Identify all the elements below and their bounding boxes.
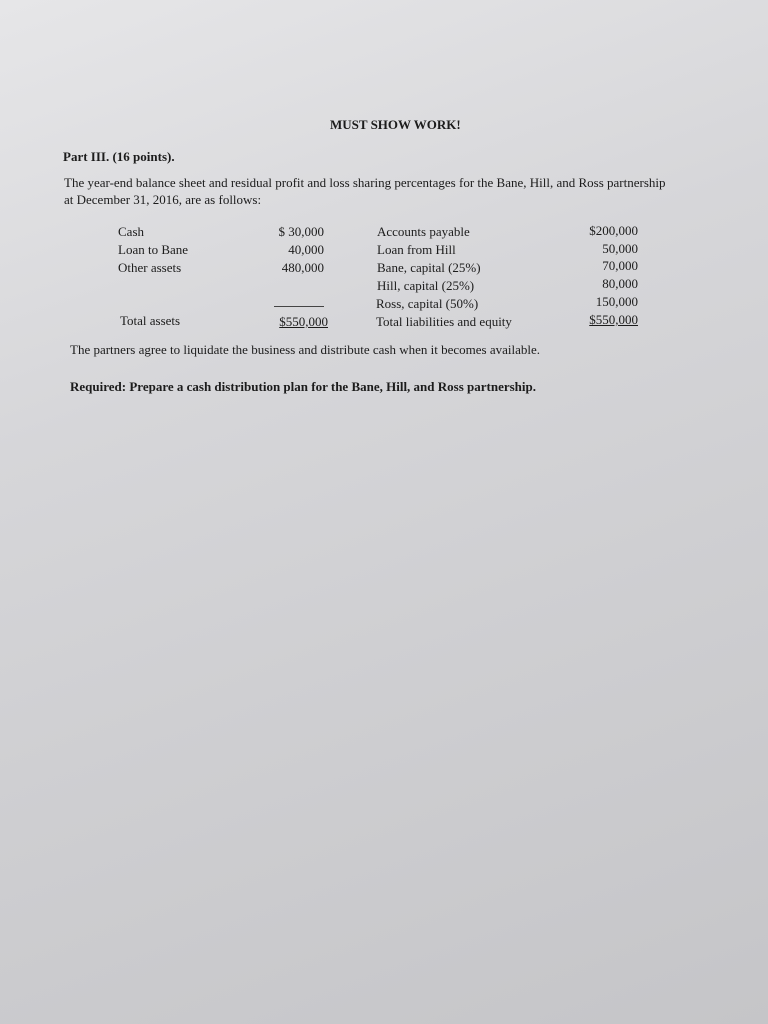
subtotal-rule: [274, 306, 324, 307]
heading: MUST SHOW WORK!: [330, 117, 461, 132]
liability-label: Accounts payable: [377, 224, 470, 239]
liability-amount: $200,000: [589, 223, 638, 238]
asset-amount: 40,000: [288, 242, 324, 257]
intro-line-1: The year-end balance sheet and residual profit and loss sharing percentages for the Bane, Hill, and Ross partnership: [64, 175, 666, 190]
liability-label: Bane, capital (25%): [377, 260, 481, 275]
liability-label: Hill, capital (25%): [377, 278, 475, 293]
liability-amount: 50,000: [602, 241, 638, 256]
required-text: Required: Prepare a cash distribution plan for the Bane, Hill, and Ross partnership.: [70, 379, 537, 394]
liability-amount: 150,000: [595, 294, 638, 309]
liability-amount: 70,000: [602, 258, 638, 273]
intro-line-2: at December 31, 2016, are as follows:: [64, 192, 262, 207]
total-assets-amount: $550,000: [279, 314, 328, 329]
part-title: Part III. (16 points).: [63, 149, 175, 164]
asset-label: Loan to Bane: [118, 242, 189, 257]
asset-amount: $ 30,000: [278, 224, 324, 239]
liability-label: Loan from Hill: [377, 242, 456, 257]
liability-label: Ross, capital (50%): [376, 296, 479, 311]
asset-label: Cash: [118, 224, 144, 239]
liability-amount: 80,000: [602, 276, 638, 291]
total-liabilities-amount: $550,000: [589, 312, 638, 327]
asset-amount: 480,000: [281, 260, 324, 275]
asset-label: Other assets: [118, 260, 182, 275]
agreement-text: The partners agree to liquidate the business and distribute cash when it becomes available.: [70, 342, 541, 357]
total-liabilities-label: Total liabilities and equity: [376, 314, 512, 329]
total-assets-label: Total assets: [120, 313, 181, 328]
